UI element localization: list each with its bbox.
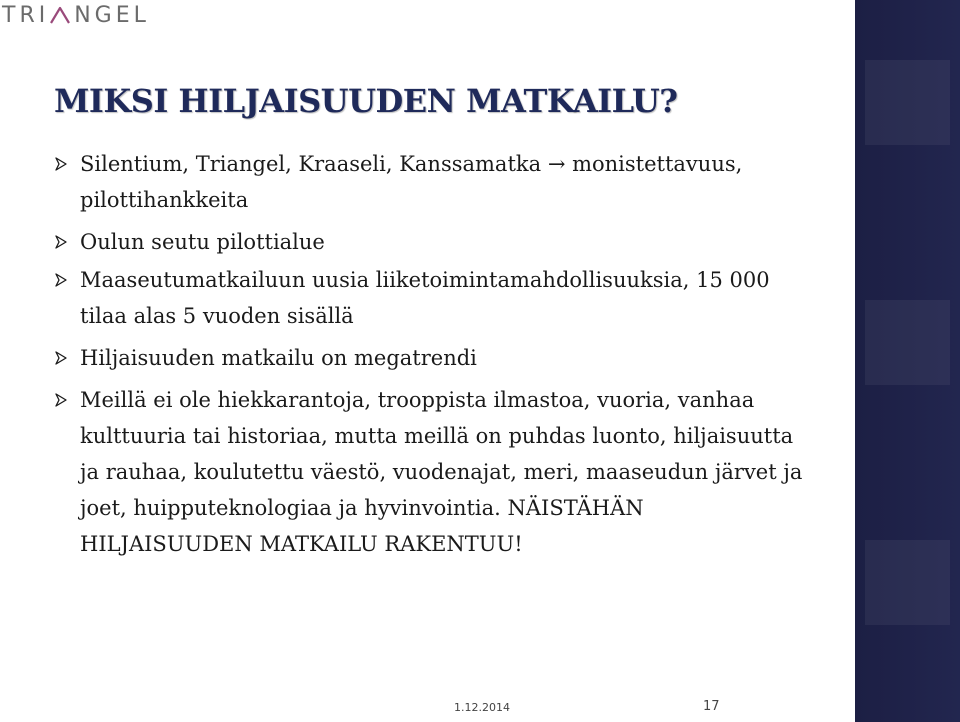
slide-title: MIKSI HILJAISUUDEN MATKAILU? <box>54 82 678 120</box>
arrowhead-bullet-icon <box>54 235 68 249</box>
bullet-text-2: Oulun seutu pilottialue <box>80 230 325 254</box>
bullet-item-3 <box>54 262 814 334</box>
bullet-item-4 <box>54 340 814 376</box>
arrowhead-bullet-icon <box>54 351 68 365</box>
arrowhead-bullet-icon <box>54 393 68 407</box>
decorative-side-band <box>855 0 960 722</box>
bullet-item-2 <box>54 224 814 260</box>
arrowhead-bullet-icon <box>54 273 68 287</box>
arrowhead-bullet-icon <box>54 157 68 171</box>
bullet-list <box>54 146 814 568</box>
background-pattern-icon <box>855 0 960 722</box>
page-number: 17 <box>703 699 720 714</box>
bullet-text-5: Meillä ei ole hiekkarantoja, trooppista ilmastoa, vuoria, vanhaa kulttuuria tai historiaa, mutta meillä on puhdas luonto, hiljaisuutta ja rauhaa, koulutettu väestö, vuodenajat, meri, maaseudun järvet ja joet, huipputeknologiaa ja hyvinvointia. NÄISTÄHÄN HILJAISUUDEN MATKAILU RAKENTUU! <box>80 388 803 556</box>
triangel-logo <box>2 2 150 28</box>
bullet-text-3: Maaseutumatkailuun uusia liiketoimintamahdollisuuksia, 15 000 tilaa alas 5 vuoden sisällä <box>80 268 770 328</box>
triangle-logo-icon <box>50 6 70 24</box>
bullet-item-5 <box>54 382 814 562</box>
logo-text-right: NGEL <box>74 2 150 28</box>
bullet-item-1 <box>54 146 814 218</box>
logo-text-left: TRI <box>2 2 50 28</box>
bullet-text-4: Hiljaisuuden matkailu on megatrendi <box>80 346 477 370</box>
footer-date: 1.12.2014 <box>454 701 510 714</box>
bullet-text-1: Silentium, Triangel, Kraaseli, Kanssamatka → monistettavuus, pilottihankkeita <box>80 152 743 212</box>
